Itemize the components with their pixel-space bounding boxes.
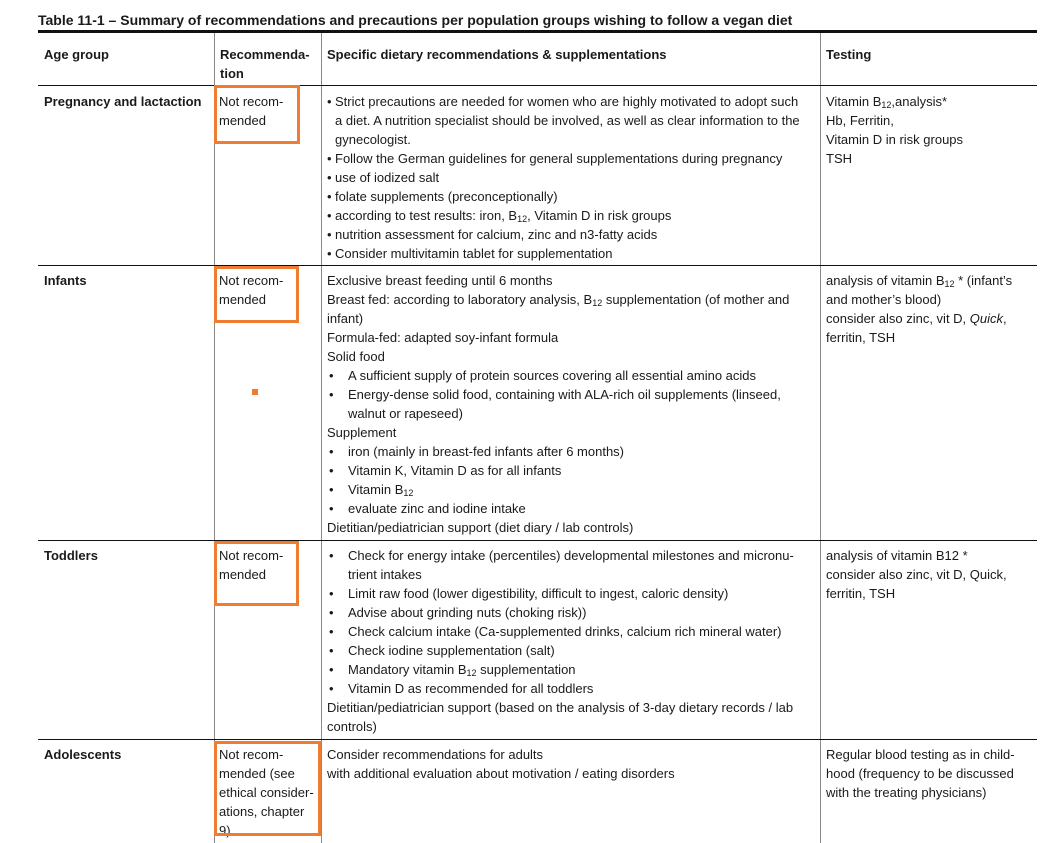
column-divider [321,33,322,843]
row-divider [38,85,1037,86]
row-toddlers-age: Toddlers [44,548,98,563]
table-title: Table 11-1 – Summary of recommendations and precautions per population groups wishing to follow a vegan diet [38,12,793,28]
row-infants-testing: analysis of vitamin $B_{12}$ * (infant’s and mother’s blood) consider also zinc, vit D, Quick, ferritin, TSH [826,273,1013,345]
row-divider [38,739,1037,740]
row-divider [38,265,1037,266]
row-toddlers-specific: • Check for energy intake (percentiles) developmental milestones and micronu- trient intakes • Limit raw food (lower digestibility, difficult to ingest, caloric density) • Advise about grinding nuts (choking risk)) • Check calcium intake (Ca-supplemented drinks, calcium rich mineral water) • Check iodine supplementation (salt) • Mandatory vitamin $B_{12}$ supplementation • Vitamin D as recommended for all toddlers Dietitian/pediatrician support (based on the analysis of 3-day dietary records / lab controls) [327,548,794,734]
row-adolescents-specific: Consider recommendations for adults with additional evaluation about motivation / eating disorders [327,747,675,781]
header-recommendation: Recommenda- tion [220,47,310,81]
column-divider [820,33,821,843]
row-toddlers-recommendation: Not recom- mended [219,548,284,582]
row-adolescents-recommendation: Not recom- mended (see ethical consider- ations, chapter 9) [219,747,314,838]
row-pregnancy-recommendation: Not recom- mended [219,94,284,128]
header-specific: Specific dietary recommendations & supplementations [327,47,667,62]
header-testing: Testing [826,47,872,62]
highlight-marker-dot [252,389,258,395]
row-toddlers-testing: analysis of vitamin B12 * consider also zinc, vit D, Quick, ferritin, TSH [826,548,1007,601]
row-adolescents-testing: Regular blood testing as in child- hood (frequency to be discussed with the treating physicians) [826,747,1015,800]
row-infants-recommendation: Not recom- mended [219,273,284,307]
header-age-group: Age group [44,47,109,62]
row-pregnancy-specific: • Strict precautions are needed for women who are highly motivated to adopt such a diet. A nutrition specialist should be involved, as well as clear information to the gynecologist. • Follow the German guidelines for general supplementations during pregnancy • use of iodized salt • folate supplements (preconceptionally) • according to test results: iron, $B_{12}$, Vitamin D in risk groups • nutrition assessment for calcium, zinc and n3-fatty acids • Consider multivitamin tablet for supplementation [327,94,800,261]
highlight-box [214,541,299,606]
row-infants-age: Infants [44,273,87,288]
column-divider [214,33,215,843]
row-infants-specific: Exclusive breast feeding until 6 months Breast fed: according to laboratory analysis, $B_{12}$ supplementation (of mother and infant) Formula-fed: adapted soy-infant formula Solid food • A sufficient supply of protein sources covering all essential amino acids • Energy-dense solid food, containing with ALA-rich oil supplements (linseed, walnut or rapeseed) Supplement • iron (mainly in breast-fed infants after 6 months) • Vitamin K, Vitamin D as for all infants • Vitamin $B_{12}$ • evaluate zinc and iodine intake Dietitian/pediatrician support (diet diary / lab controls) [327,273,790,535]
row-pregnancy-age: Pregnancy and lactaction [44,94,202,109]
title-rule [38,30,1037,33]
highlight-box [214,85,300,144]
row-pregnancy-testing: Vitamin $B_{12},analysis*$ Hb, Ferritin, Vitamin D in risk groups TSH [826,94,964,166]
highlight-box [214,266,299,323]
row-divider [38,540,1037,541]
row-adolescents-age: Adolescents [44,747,122,762]
highlight-box [214,741,321,836]
